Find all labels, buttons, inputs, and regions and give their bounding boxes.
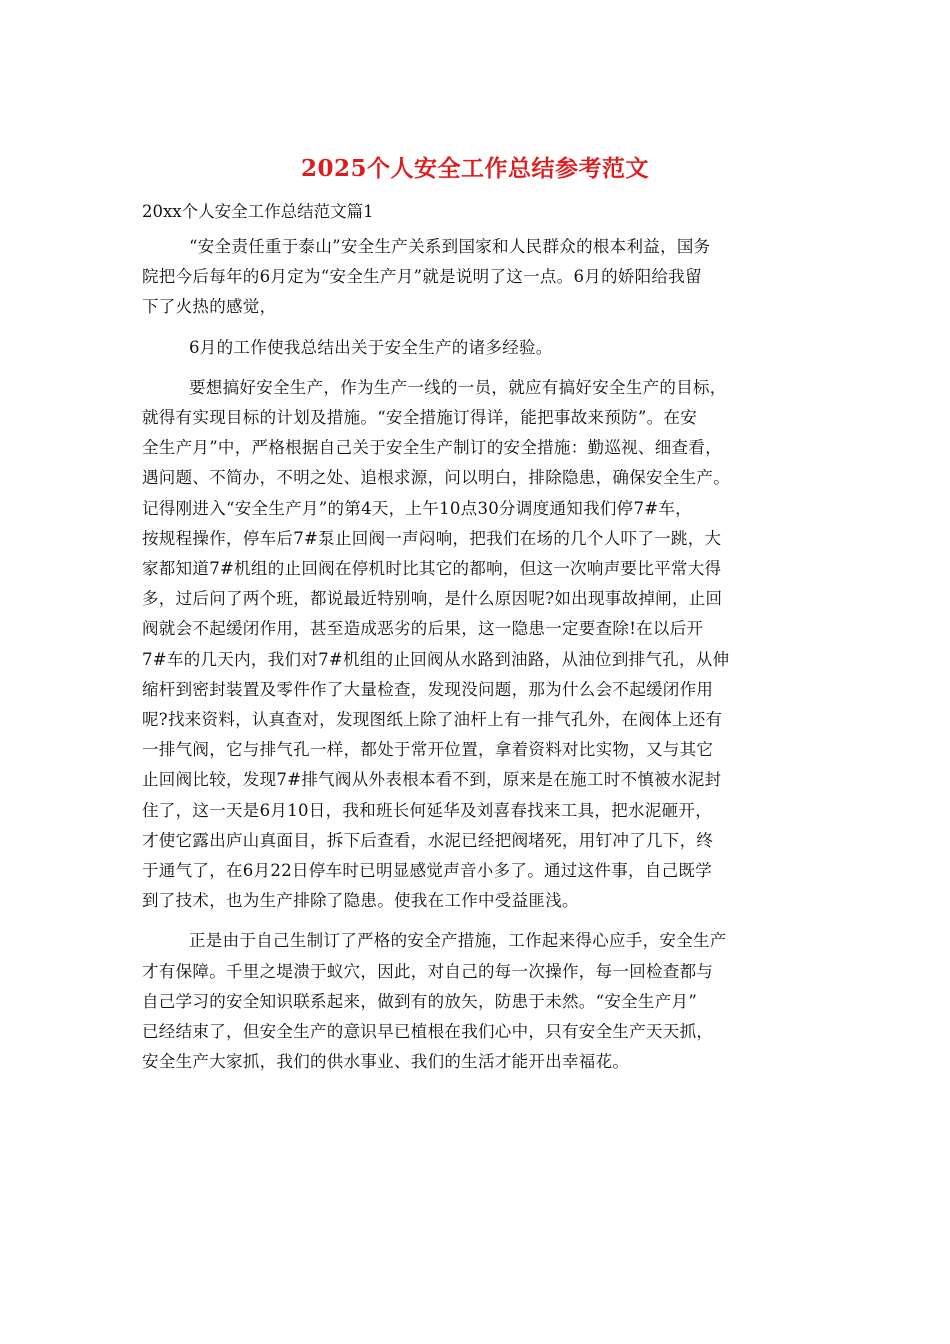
- paragraph-line: 缩杆到密封装置及零件作了大量检查，发现没问题，那为什么会不起缓闭作用: [142, 679, 714, 699]
- paragraph-line: 全生产月”中，严格根据自己关于安全生产制订的安全措施：勤巡视、细查看，: [142, 438, 722, 458]
- document-body: [142, 232, 812, 1087]
- paragraph-line: 记得刚进入“安全生产月”的第4天，上午10点30分调度通知我们停7#车，: [142, 498, 692, 518]
- paragraph-line: 到了技术，也为生产排除了隐患。使我在工作中受益匪浅。: [142, 891, 579, 911]
- section-heading: 20xx个人安全工作总结范文篇1: [142, 202, 374, 221]
- paragraph-line: 呢?找来资料，认真查对，发现图纸上除了油杆上有一排气孔外，在阀体上还有: [142, 710, 723, 730]
- paragraph-line: 止回阀比较，发现7#排气阀从外表根本看不到，原来是在施工时不慎被水泥封: [142, 770, 722, 790]
- paragraph-line: 已经结束了，但安全生产的意识早已植根在我们心中，只有安全生产天天抓，: [142, 1022, 714, 1042]
- paragraph-4: [142, 926, 812, 1077]
- paragraph-line: 就得有实现目标的计划及措施。“安全措施订得详，能把事故来预防”。在安: [142, 408, 698, 428]
- paragraph-line: 下了火热的感觉，: [142, 297, 277, 317]
- paragraph-line: 按规程操作，停车后7#泵止回阀一声闷响，把我们在场的几个人吓了一跳，大: [142, 528, 722, 548]
- paragraph-line: 安全生产大家抓，我们的供水事业、我们的生活才能开出幸福花。: [142, 1052, 630, 1072]
- paragraph-line: 正是由于自己生制订了严格的安全产措施，工作起来得心应手，安全生产: [189, 931, 727, 951]
- document-title: 2025个人安全工作总结参考范文: [300, 155, 649, 182]
- paragraph-line: “安全责任重于泰山”安全生产关系到国家和人民群众的根本利益，国务: [189, 237, 711, 256]
- paragraph-line: 院把今后每年的6月定为“安全生产月”就是说明了这一点。6月的娇阳给我留: [142, 267, 702, 287]
- paragraph-1: [142, 232, 812, 323]
- paragraph-line: 遇问题、不简办，不明之处、追根求源，问以明白，排除隐患，确保安全生产。: [142, 468, 730, 488]
- paragraph-line: 多，过后问了两个班，都说最近特别响，是什么原因呢?如出现事故掉闸，止回: [142, 589, 723, 609]
- paragraph-line: 才有保障。千里之堤溃于蚁穴，因此，对自己的每一次操作，每一回检查都与: [142, 961, 714, 981]
- paragraph-line: 6月的工作使我总结出关于安全生产的诸多经验。: [189, 337, 553, 357]
- paragraph-line: 要想搞好安全生产，作为生产一线的一员，就应有搞好安全生产的目标，: [189, 377, 727, 397]
- paragraph-2: [142, 333, 812, 363]
- paragraph-line: 才使它露出庐山真面目，拆下后查看，水泥已经把阀堵死，用钉冲了几下，终: [142, 830, 714, 850]
- paragraph-line: 阀就会不起缓闭作用，甚至造成恶劣的后果，这一隐患一定要查除!在以后开: [142, 619, 704, 639]
- paragraph-line: 住了，这一天是6月10日，我和班长何延华及刘喜春找来工具，把水泥砸开，: [142, 800, 712, 820]
- paragraph-line: 于通气了，在6月22日停车时已明显感觉声音小多了。通过这件事，自己既学: [142, 861, 712, 881]
- paragraph-3: [142, 373, 812, 917]
- paragraph-line: 自己学习的安全知识联系起来，做到有的放矢，防患于未然。“安全生产月”: [142, 991, 698, 1011]
- paragraph-line: 7#车的几天内，我们对7#机组的止回阀从水路到油路，从油位到排气孔，从伸: [142, 649, 730, 669]
- paragraph-line: 一排气阀，它与排气孔一样，都处于常开位置，拿着资料对比实物，又与其它: [142, 740, 714, 760]
- paragraph-line: 家都知道7#机组的止回阀在停机时比其它的都响，但这一次响声要比平常大得: [142, 559, 722, 579]
